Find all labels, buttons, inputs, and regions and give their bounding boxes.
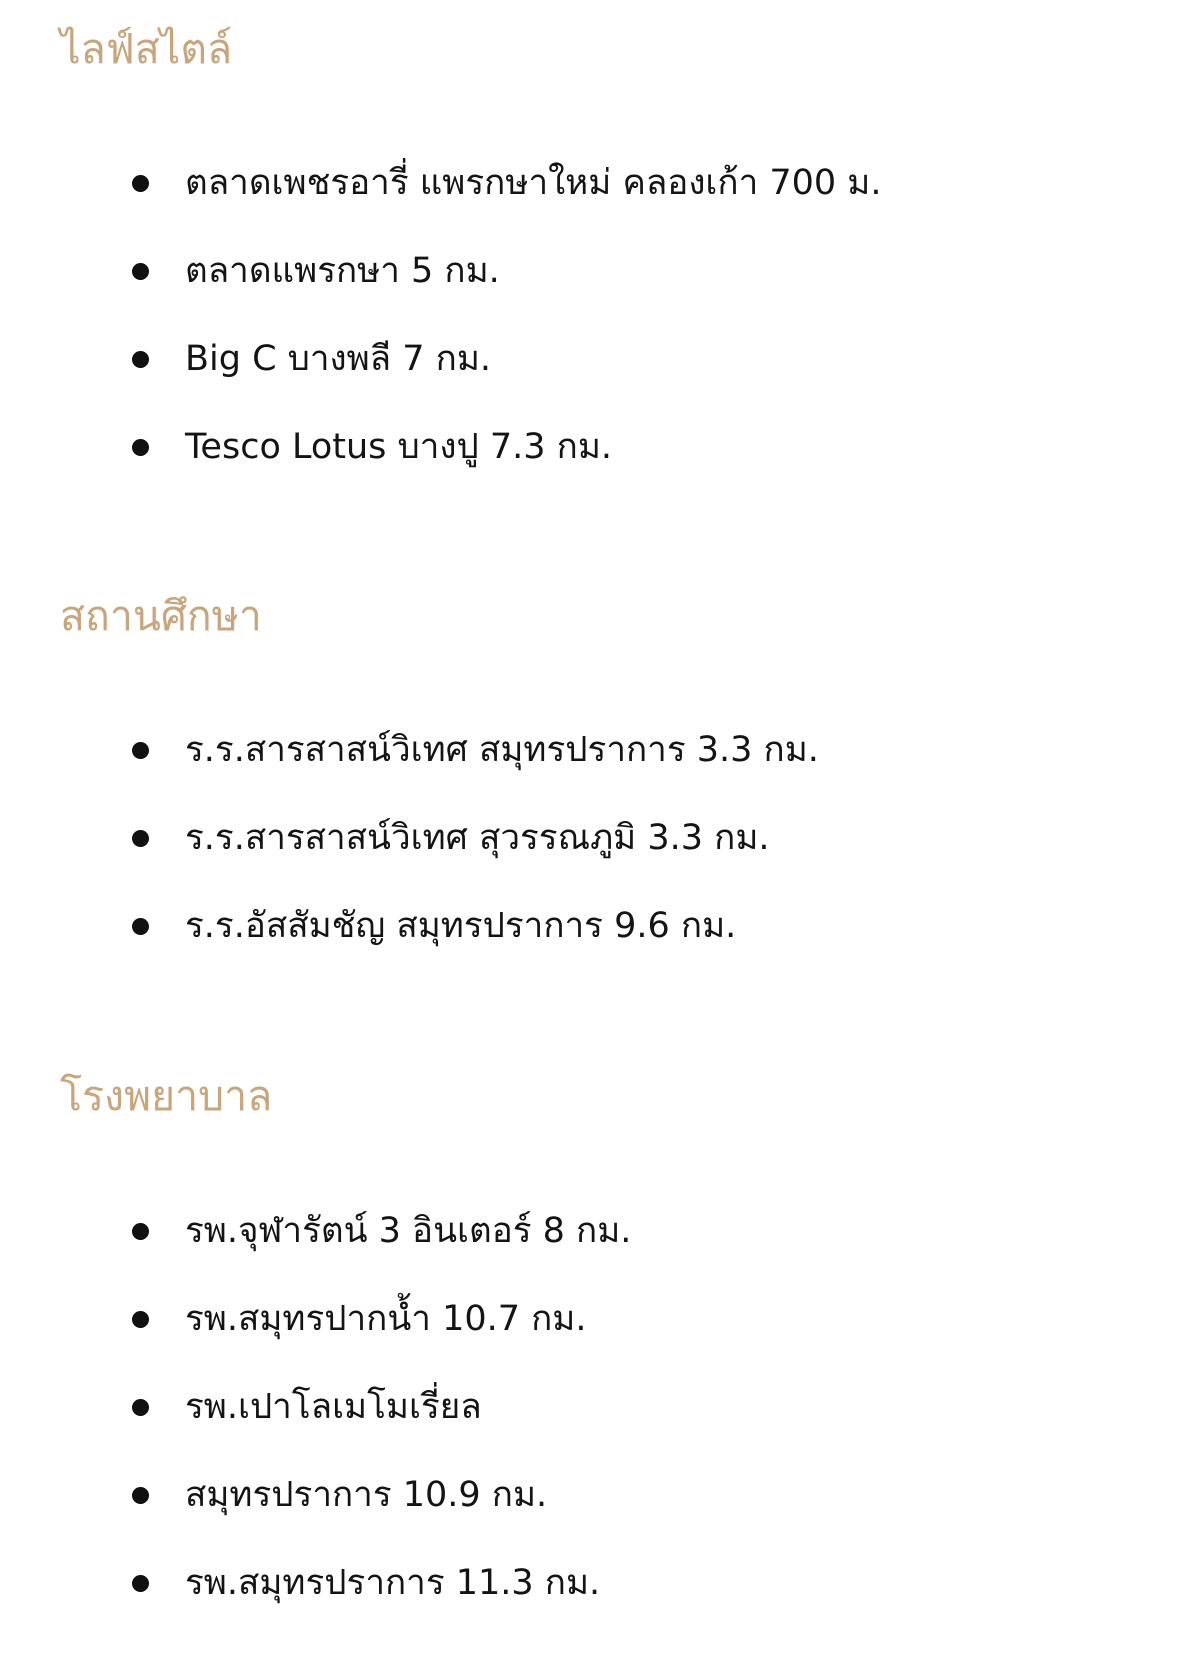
list-item — [0, 227, 1200, 315]
bullet-dot — [132, 1223, 149, 1240]
list-item-text: ร.ร.สารสาสน์วิเทศ สุวรรณภูมิ 3.3 กม. — [185, 818, 770, 858]
lifestyle-list — [0, 139, 1200, 491]
section-heading-education: สถานศึกษา — [60, 592, 262, 640]
list-item-text: รพ.เปาโลเมโมเรี่ยล — [185, 1387, 482, 1427]
list-item — [0, 1539, 1200, 1627]
section-heading-lifestyle: ไลฟ์สไตล์ — [60, 25, 233, 73]
list-item — [0, 403, 1200, 491]
list-item-text: รพ.จุฬารัตน์ 3 อินเตอร์ 8 กม. — [185, 1211, 632, 1251]
list-item-text: สมุทรปราการ 10.9 กม. — [185, 1475, 548, 1515]
list-item — [0, 139, 1200, 227]
bullet-dot — [132, 263, 149, 280]
hospitals-list — [0, 1187, 1200, 1627]
list-item-text: Big C บางพลี 7 กม. — [185, 339, 492, 379]
bullet-dot — [132, 439, 149, 456]
list-item-text: ร.ร.สารสาสน์วิเทศ สมุทรปราการ 3.3 กม. — [185, 730, 819, 770]
bullet-dot — [132, 830, 149, 847]
section-heading-hospitals: โรงพยาบาล — [60, 1072, 273, 1120]
bullet-dot — [132, 918, 149, 935]
bullet-dot — [132, 1487, 149, 1504]
bullet-dot — [132, 1399, 149, 1416]
list-item — [0, 315, 1200, 403]
list-item-text: ร.ร.อัสสัมชัญ สมุทรปราการ 9.6 กม. — [185, 906, 737, 946]
education-list — [0, 706, 1200, 970]
list-item — [0, 1451, 1200, 1539]
list-item-text: รพ.สมุทรปราการ 11.3 กม. — [185, 1563, 601, 1603]
list-item — [0, 882, 1200, 970]
bullet-dot — [132, 1311, 149, 1328]
list-item — [0, 1363, 1200, 1451]
list-item-text: รพ.สมุทรปากน้ำ 10.7 กม. — [185, 1299, 587, 1339]
bullet-dot — [132, 742, 149, 759]
list-item-text: Tesco Lotus บางปู 7.3 กม. — [185, 427, 613, 467]
list-item — [0, 1275, 1200, 1363]
bullet-dot — [132, 1575, 149, 1592]
list-item-text: ตลาดแพรกษา 5 กม. — [185, 251, 500, 291]
bullet-dot — [132, 351, 149, 368]
list-item — [0, 1187, 1200, 1275]
bullet-dot — [132, 175, 149, 192]
list-item — [0, 794, 1200, 882]
list-item-text: ตลาดเพชรอารี่ แพรกษาใหม่ คลองเก้า 700 ม. — [185, 163, 882, 203]
list-item — [0, 706, 1200, 794]
